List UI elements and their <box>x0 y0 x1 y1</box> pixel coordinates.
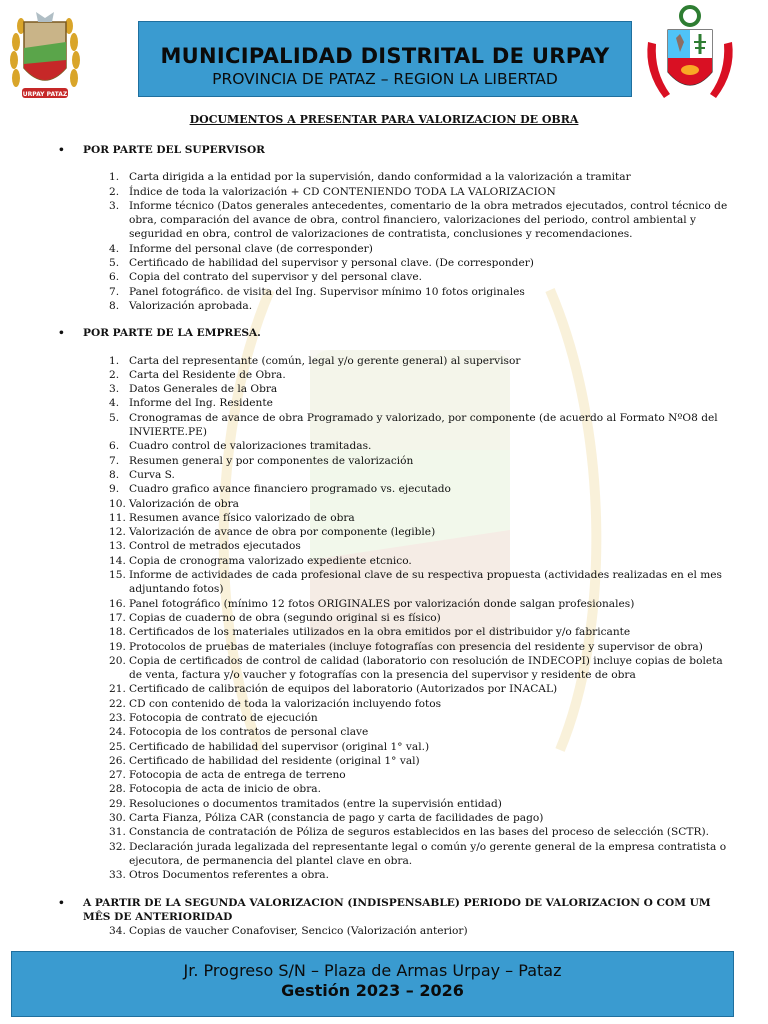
item-number: 10. <box>109 497 126 510</box>
list-item <box>58 740 734 754</box>
document-title: DOCUMENTOS A PRESENTAR PARA VALORIZACION DE OBRA <box>189 113 579 126</box>
item-text: Fotocopia de los contratos de personal clave <box>129 726 369 739</box>
item-text: Curva S. <box>129 468 175 481</box>
item-text: Certificados de los materiales utilizados en la obra emitidos por el distribuidor y/o fabricante <box>129 626 631 639</box>
item-text: Resoluciones o documentos tramitados (entre la supervisión entidad) <box>129 797 502 810</box>
bullet-icon: • <box>58 327 65 340</box>
item-text: Copias de cuaderno de obra (segundo original si es físico) <box>129 611 441 624</box>
item-text: Panel fotográfico. de visita del Ing. Supervisor mínimo 10 fotos originales <box>129 285 525 298</box>
list-item <box>58 768 734 782</box>
list-item <box>58 242 734 256</box>
list-item <box>58 568 734 597</box>
item-number: 1. <box>109 171 120 184</box>
list-item <box>58 256 734 270</box>
list-item <box>58 185 734 199</box>
item-number: 18. <box>109 626 126 639</box>
supervisor-list <box>58 170 734 313</box>
item-number: 2. <box>109 185 120 198</box>
item-text: Control de metrados ejecutados <box>129 540 301 553</box>
item-text: CD con contenido de toda la valorización incluyendo fotos <box>129 697 442 710</box>
item-number: 15. <box>109 569 126 582</box>
item-number: 14. <box>109 554 126 567</box>
item-text: Cuadro control de valorizaciones tramitadas. <box>129 440 372 453</box>
section-heading-empresa: • POR PARTE DE LA EMPRESA. <box>58 327 261 340</box>
item-number: 27. <box>109 769 126 782</box>
item-number: 29. <box>109 797 126 810</box>
item-text: Carta del representante (común, legal y/o gerente general) al supervisor <box>129 354 521 367</box>
header-subtitle: PROVINCIA DE PATAZ – REGION LA LIBERTAD <box>212 70 558 88</box>
item-text: Certificado de habilidad del residente (original 1° val) <box>129 754 420 767</box>
footer-gestion: Gestión 2023 – 2026 <box>281 981 464 1000</box>
item-text: Constancia de contratación de Póliza de seguros establecidos en las bases del proceso de selección (SCTR). <box>129 826 709 839</box>
item-text: Carta Fianza, Póliza CAR (constancia de pago y carta de facilidades de pago) <box>129 812 544 825</box>
item-number: 11. <box>109 511 126 524</box>
item-number: 21. <box>109 683 126 696</box>
item-text: Informe del Ing. Residente <box>129 397 273 410</box>
item-number: 33. <box>109 869 126 882</box>
header-banner <box>138 21 632 97</box>
list-item <box>58 782 734 796</box>
item-number: 6. <box>109 440 120 453</box>
list-item <box>58 725 734 739</box>
item-text: Copia de cronograma valorizado expediente etcnico. <box>129 554 412 567</box>
item-text: Carta dirigida a la entidad por la supervisión, dando conformidad a la valorización a tramitar <box>129 171 631 184</box>
list-item <box>58 640 734 654</box>
item-number: 26. <box>109 754 126 767</box>
item-text: Declaración jurada legalizada del representante legal o común y/o gerente general de la empresa contratista o ejecutora, de permanencia del plantel clave en obra. <box>129 840 727 867</box>
item-number: 2. <box>109 368 120 381</box>
list-item <box>58 611 734 625</box>
empresa-list <box>58 354 734 883</box>
item-text: Resumen avance físico valorizado de obra <box>129 511 355 524</box>
list-item <box>58 285 734 299</box>
section-heading-supervisor: • POR PARTE DEL SUPERVISOR <box>58 144 265 156</box>
item-number: 4. <box>109 397 120 410</box>
list-item <box>58 554 734 568</box>
item-number: 4. <box>109 242 120 255</box>
item-text: Certificado de habilidad del supervisor y personal clave. (De corresponder) <box>129 257 534 270</box>
list-item <box>58 711 734 725</box>
item-number: 19. <box>109 640 126 653</box>
item-text: Protocolos de pruebas de materiales (incluye fotografías con presencia del residente y supervisor de obra) <box>129 640 703 653</box>
document-body <box>58 143 734 938</box>
logo-left-text: URPAY PATAZ <box>22 91 68 98</box>
item-number: 32. <box>109 840 126 853</box>
item-text: Copias de vaucher Conafoviser, Sencico (Valorización anterior) <box>129 925 468 938</box>
list-item <box>58 597 734 611</box>
item-text: Informe del personal clave (de corresponder) <box>129 242 373 255</box>
item-text: Fotocopia de acta de entrega de terreno <box>129 769 346 782</box>
list-item <box>58 497 734 511</box>
item-text: Cuadro grafico avance financiero programado vs. ejecutado <box>129 483 451 496</box>
section-heading-segunda-valorizacion: • A PARTIR DE LA SEGUNDA VALORIZACION (INDISPENSABLE) PERIODO DE VALORIZACION O COM UM MÊS DE ANTERIORIDAD <box>58 896 711 923</box>
list-item <box>58 539 734 553</box>
item-text: Copia del contrato del supervisor y del personal clave. <box>129 271 422 284</box>
item-text: Resumen general y por componentes de valorización <box>129 454 414 467</box>
item-text: Valorización de obra <box>129 497 239 510</box>
list-item <box>58 868 734 882</box>
item-text: Índice de toda la valorización + CD CONTENIENDO TODA LA VALORIZACION <box>129 185 556 198</box>
item-number: 20. <box>109 654 126 667</box>
list-item <box>58 924 734 938</box>
item-number: 7. <box>109 285 120 298</box>
item-text: Datos Generales de la Obra <box>129 383 278 396</box>
item-number: 34. <box>109 925 126 938</box>
list-item <box>58 511 734 525</box>
item-text: Valorización aprobada. <box>129 299 253 312</box>
item-number: 8. <box>109 468 120 481</box>
item-text: Fotocopia de acta de inicio de obra. <box>129 783 321 796</box>
item-number: 25. <box>109 740 126 753</box>
item-number: 9. <box>109 483 120 496</box>
list-item <box>58 654 734 683</box>
item-number: 24. <box>109 726 126 739</box>
list-item <box>58 697 734 711</box>
item-number: 5. <box>109 257 120 270</box>
item-text: Valorización de avance de obra por componente (legible) <box>129 526 436 539</box>
item-text: Fotocopia de contrato de ejecución <box>129 711 318 724</box>
header-title: MUNICIPALIDAD DISTRITAL DE URPAY <box>160 44 610 68</box>
list-item <box>58 811 734 825</box>
item-number: 17. <box>109 611 126 624</box>
list-item <box>58 354 734 368</box>
list-item <box>58 396 734 410</box>
list-item <box>58 439 734 453</box>
item-number: 3. <box>109 199 120 212</box>
peru-coat-of-arms-logo <box>644 2 736 108</box>
item-number: 30. <box>109 812 126 825</box>
item-text: Panel fotográfico (mínimo 12 fotos ORIGINALES por valorización donde salgan profesionales) <box>129 597 635 610</box>
item-number: 28. <box>109 783 126 796</box>
list-item <box>58 797 734 811</box>
item-text: Informe de actividades de cada profesional clave de su respectiva propuesta (actividades realizadas en el mes adjuntando fotos) <box>129 569 722 596</box>
list-item <box>58 682 734 696</box>
urpay-shield-logo <box>8 8 82 106</box>
item-text: Informe técnico (Datos generales antecedentes, comentario de la obra metrados ejecutados, control técnico de obra, comparación del avance de obra, control financiero, valorizaciones del periodo, control ambiental y seguridad en obra, control de valorizaciones de contratista, conclusiones y recomendaciones. <box>129 199 728 241</box>
item-number: 22. <box>109 697 126 710</box>
item-text: Copia de certificados de control de calidad (laboratorio con resolución de INDECOPI) incluye copias de boleta de venta, factura y/o vaucher y fotografías con la presencia del supervisor y residente de obra <box>129 654 723 682</box>
bullet-icon: • <box>58 144 65 156</box>
item-text: Certificado de habilidad del supervisor (original 1° val.) <box>129 740 430 753</box>
list-item <box>58 454 734 468</box>
list-item <box>58 468 734 482</box>
item-number: 3. <box>109 383 120 396</box>
list-item <box>58 411 734 440</box>
list-item <box>58 625 734 639</box>
item-number: 16. <box>109 597 126 610</box>
item-number: 12. <box>109 526 126 539</box>
footer-address: Jr. Progreso S/N – Plaza de Armas Urpay – Pataz <box>183 961 562 980</box>
segunda-valorizacion-list <box>58 924 734 938</box>
item-number: 23. <box>109 711 126 724</box>
list-item <box>58 382 734 396</box>
item-number: 7. <box>109 454 120 467</box>
item-number: 6. <box>109 271 120 284</box>
item-number: 5. <box>109 411 120 424</box>
list-item <box>58 270 734 284</box>
list-item <box>58 825 734 839</box>
list-item <box>58 482 734 496</box>
item-number: 8. <box>109 299 120 312</box>
bullet-icon: • <box>58 896 65 909</box>
item-number: 1. <box>109 354 120 367</box>
list-item <box>58 199 734 242</box>
list-item <box>58 170 734 184</box>
item-number: 13. <box>109 540 126 553</box>
list-item <box>58 525 734 539</box>
item-text: Otros Documentos referentes a obra. <box>129 869 329 882</box>
item-text: Certificado de calibración de equipos del laboratorio (Autorizados por INACAL) <box>129 683 558 696</box>
list-item <box>58 840 734 869</box>
item-number: 31. <box>109 826 126 839</box>
item-text: Carta del Residente de Obra. <box>129 368 286 381</box>
list-item <box>58 368 734 382</box>
footer-banner <box>11 951 734 1017</box>
item-text: Cronogramas de avance de obra Programado y valorizado, por componente (de acuerdo al Formato NºO8 del INVIERTE.PE) <box>129 411 718 439</box>
list-item <box>58 299 734 313</box>
list-item <box>58 754 734 768</box>
